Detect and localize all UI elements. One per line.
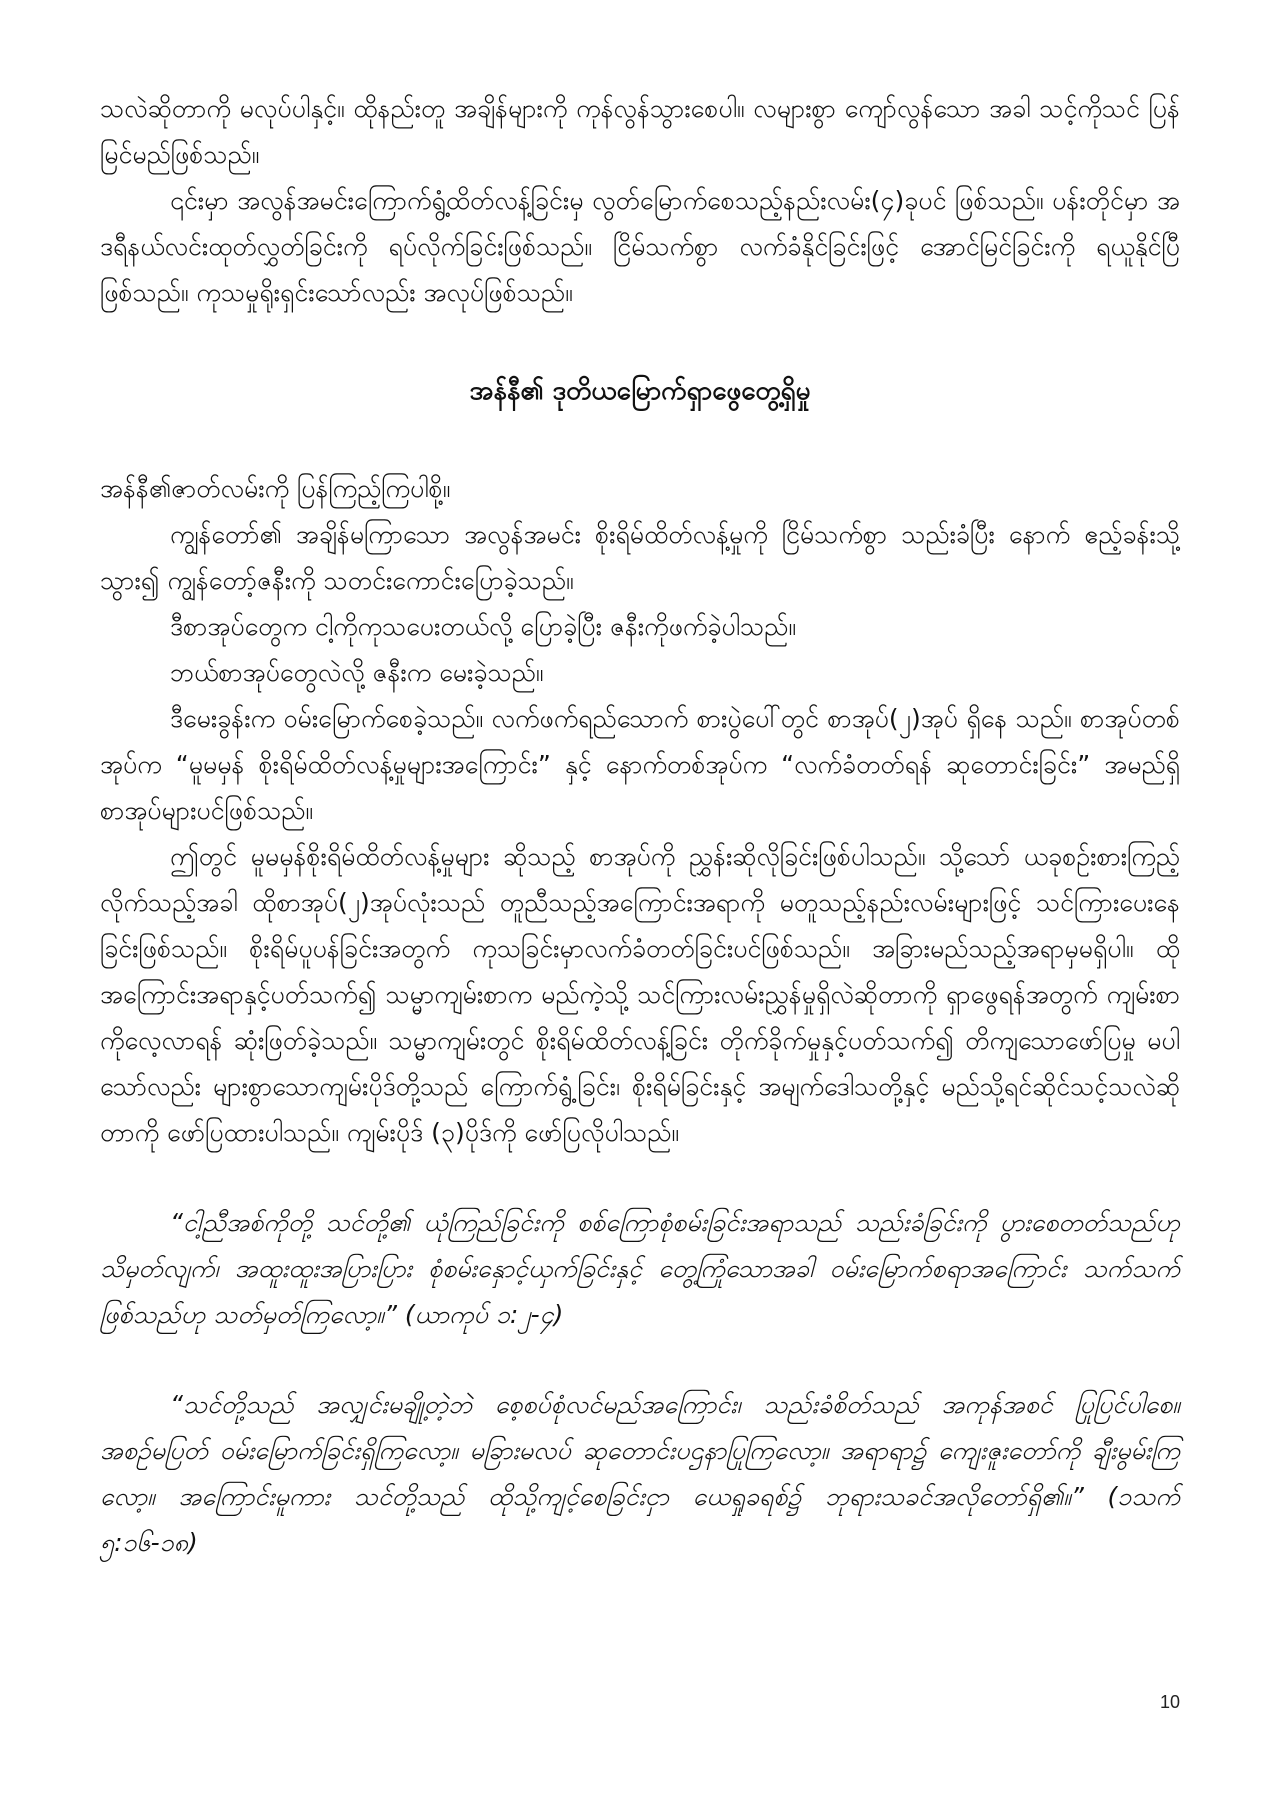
document-page [100,86,1180,1566]
page-number: 10 [1159,1692,1180,1712]
quote-james: “ငါ့ညီအစ်ကိုတို့ သင်တို့၏ ယုံကြည်ခြင်းကို စစ်ကြောစုံစမ်းခြင်းအရာသည် သည်းခံခြင်းကို ပွားစေတတ်သည်ဟု သိမှတ်လျက်၊ အထူးထူးအပြားပြား စုံစမ်းနှောင့်ယှက်ခြင်းနှင့် တွေ့ကြုံသောအခါ ဝမ်းမြောက်စရာအကြောင်း သက်သက်ဖြစ်သည်ဟု သတ်မှတ်ကြလော့။” (ယာကုပ် ၁:၂-၄) [100,1208,1180,1329]
paragraph-calm-acceptance: ကျွန်တော်၏ အချိန်မကြာသော အလွန်အမင်း စိုးရိမ်ထိတ်လန့်မှုကို ငြိမ်သက်စွာ သည်းခံပြီး နောက် ဧည့်ခန်းသို့သွား၍ ကျွန်တော့်ဇနီးကို သတင်းကောင်းပြောခဲ့သည်။ [100,520,1180,595]
paragraph-intro: အန်နီ၏ဇာတ်လမ်းကို ပြန်ကြည့်ကြပါစို့။ [100,474,451,503]
section-heading: အန်နီ၏ ဒုတိယမြောက်ရှာဖွေတွေ့ရှိမှု [469,376,811,406]
quote-thessalonians: “သင်တို့သည် အလျှင်းမချို့တဲ့ဘဲ စေ့စပ်စုံလင်မည်အကြောင်း၊ သည်းခံစိတ်သည် အကုန်အစင် ပြုပြင်ပါစေ။ အစဉ်မပြတ် ဝမ်းမြောက်ခြင်းရှိကြလော့။ မခြားမလပ် ဆုတောင်းပဌနာပြုကြလော့။ အရာရာ၌ ကျေးဇူးတော်ကို ချီးမွမ်းကြလော့။ အကြောင်းမူကား သင်တို့သည် ထိုသို့ကျင့်စေခြင်းငှာ ယေရှုခရစ်၌ ဘုရားသခင်အလိုတော်ရှိ၏။” (၁သက် ၅:၁၆-၁၈) [100,1390,1180,1557]
paragraph-four-methods: ၎င်းမှာ အလွန်အမင်းကြောက်ရွံ့ထိတ်လန့်ခြင်းမှ လွတ်မြောက်စေသည့်နည်းလမ်း(၄)ခုပင် ဖြစ်သည်။ ပန်းတိုင်မှာ အဒရီနယ်လင်းထုတ်လွှတ်ခြင်းကို ရပ်လိုက်ခြင်းဖြစ်သည်။ ငြိမ်သက်စွာ လက်ခံနိုင်ခြင်းဖြင့် အောင်မြင်ခြင်းကို ရယူနိုင်ပြီဖြစ်သည်။ ကုသမှုရိုးရှင်းသော်လည်း အလုပ်ဖြစ်သည်။ [100,186,1180,307]
paragraph-which-books: ဘယ်စာအုပ်တွေလဲလို့ ဇနီးက မေးခဲ့သည်။ [170,658,544,687]
paragraph-scripture-study: ဤတွင် မူမမှန်စိုးရိမ်ထိတ်လန့်မှုများ ဆိုသည့် စာအုပ်ကို ညွှန်းဆိုလိုခြင်းဖြစ်ပါသည်။ သို့သော် ယခုစဉ်းစားကြည့်လိုက်သည့်အခါ ထိုစာအုပ်(၂)အုပ်လုံးသည် တူညီသည့်အကြောင်းအရာကို မတူသည့်နည်းလမ်းများဖြင့် သင်ကြားပေးနေခြင်းဖြစ်သည်။ စိုးရိမ်ပူပန်ခြင်းအတွက် ကုသခြင်းမှာလက်ခံတတ်ခြင်းပင်ဖြစ်သည်။ အခြားမည်သည့်အရာမှမရှိပါ။ ထိုအကြောင်းအရာနှင့်ပတ်သက်၍ သမ္မာကျမ်းစာက မည်ကဲ့သို့ သင်ကြားလမ်းညွှန်မှုရှိလဲဆိုတာကို ရှာဖွေရန်အတွက် ကျမ်းစာကိုလေ့လာရန် ဆုံးဖြတ်ခဲ့သည်။ သမ္မာကျမ်းတွင် စိုးရိမ်ထိတ်လန့်ခြင်း တိုက်ခိုက်မှုနှင့်ပတ်သက်၍ တိကျသောဖော်ပြမှု မပါသော်လည်း များစွာသောကျမ်းပိုဒ်တို့သည် ကြောက်ရွံ့ခြင်း၊ စိုးရိမ်ခြင်းနှင့် အမျက်ဒေါသတို့နှင့် မည်သို့ရင်ဆိုင်သင့်သလဲဆိုတာကို ဖော်ပြထားပါသည်။ ကျမ်းပိုဒ် (၃)ပိုဒ်ကို ဖော်ပြလိုပါသည်။ [100,842,1180,1147]
paragraph-two-books: ဒီမေးခွန်းက ဝမ်းမြောက်စေခဲ့သည်။ လက်ဖက်ရည်သောက် စားပွဲပေါ်တွင် စာအုပ်(၂)အုပ် ရှိနေ သည်။ စာအုပ်တစ်အုပ်က “မူမမှန် စိုးရိမ်ထိတ်လန့်မှုများအကြောင်း” နှင့် နောက်တစ်အုပ်က “လက်ခံတတ်ရန် ဆုတောင်းခြင်း” အမည်ရှိ စာအုပ်များပင်ဖြစ်သည်။ [100,704,1180,825]
paragraph-continuation: သလဲဆိုတာကို မလုပ်ပါနှင့်။ ထိုနည်းတူ အချိန်များကို ကုန်လွန်သွားစေပါ။ လများစွာ ကျော်လွန်သော အခါ သင့်ကိုသင် ပြန်မြင်မည်ဖြစ်သည်။ [100,94,1180,169]
paragraph-books-healed: ဒီစာအုပ်တွေက ငါ့ကိုကုသပေးတယ်လို့ ပြောခဲ့ပြီး ဇနီးကိုဖက်ခဲ့ပါသည်။ [170,612,796,641]
